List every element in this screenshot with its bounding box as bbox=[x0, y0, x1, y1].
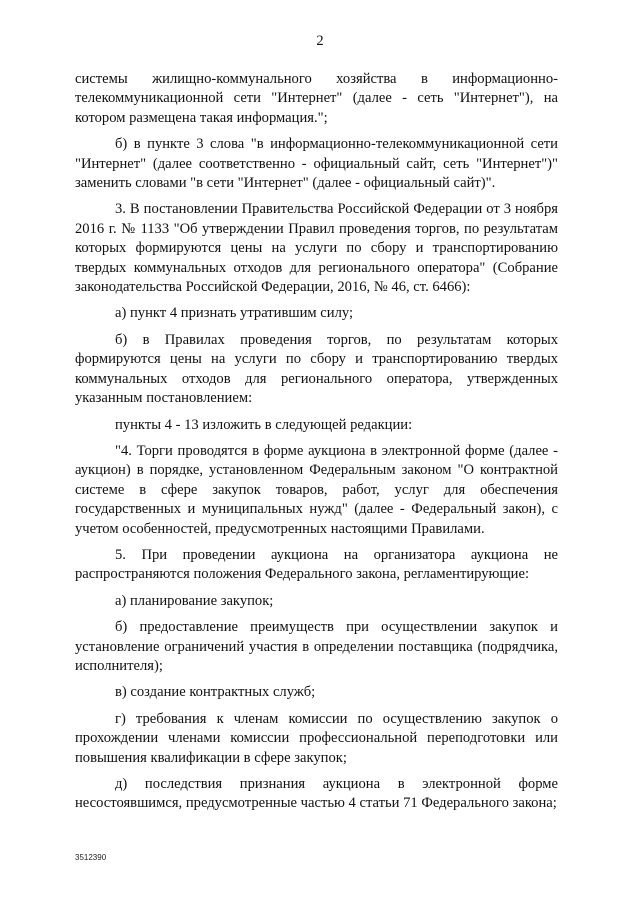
paragraph: 3. В постановлении Правительства Российской Федерации от 3 ноября 2016 г. № 1133 "Об утверждении Правил проведения торгов, по результатам которых формируются цены на услуги по сбору и транспортированию твердых коммунальных отходов для регионального оператора" (Собрание законодательства Российской Федерации, 2016, № 46, ст. 6466): bbox=[75, 201, 558, 296]
list-item: а) планирование закупок; bbox=[115, 592, 274, 609]
list-item: а) пункт 4 признать утратившим силу; bbox=[115, 305, 354, 322]
document-body bbox=[75, 70, 558, 821]
page-number: 2 bbox=[316, 33, 324, 49]
paragraph: 5. При проведении аукциона на организатора аукциона не распространяются положения Федерального закона, регламентирующие: bbox=[75, 546, 558, 583]
paragraph: системы жилищно-коммунального хозяйства в информационно-телекоммуникационной сети "Интернет" (далее - сеть "Интернет"), на котором размещена такая информация."; bbox=[75, 71, 558, 126]
list-item: г) требования к членам комиссии по осуществлению закупок о прохождении членами комиссии профессиональной переподготовки или повышения квалификации в сфере закупок; bbox=[75, 710, 558, 766]
list-item: б) в Правилах проведения торгов, по результатам которых формируются цены на услуги по сбору и транспортированию твердых коммунальных отходов для регионального оператора, утвержденных указанным постановлением: bbox=[75, 331, 558, 407]
paragraph: б) в пункте 3 слова "в информационно-телекоммуникационной сети "Интернет" (далее соответственно - официальный сайт, сеть "Интернет")" заменить словами "в сети "Интернет" (далее - официальный сайт)". bbox=[75, 136, 558, 192]
list-item: б) предоставление преимуществ при осуществлении закупок и установление ограничений участия в определении поставщика (подрядчика, исполнителя); bbox=[75, 619, 558, 674]
list-item: в) создание контрактных служб; bbox=[115, 684, 316, 701]
list-item: д) последствия признания аукциона в электронной форме несостоявшимся, предусмотренные частью 4 статьи 71 Федерального закона; bbox=[75, 776, 558, 812]
paragraph: "4. Торги проводятся в форме аукциона в электронной форме (далее - аукцион) в порядке, установленном Федеральным законом "О контрактной системе в сфере закупок товаров, работ, услуг для обеспечения государственных и муниципальных нужд" (далее - Федеральный закон), с учетом особенностей, предусмотренных настоящими Правилами. bbox=[75, 442, 558, 537]
document-code: 3512390 bbox=[75, 853, 107, 862]
paragraph: пункты 4 - 13 изложить в следующей редакции: bbox=[115, 416, 413, 433]
